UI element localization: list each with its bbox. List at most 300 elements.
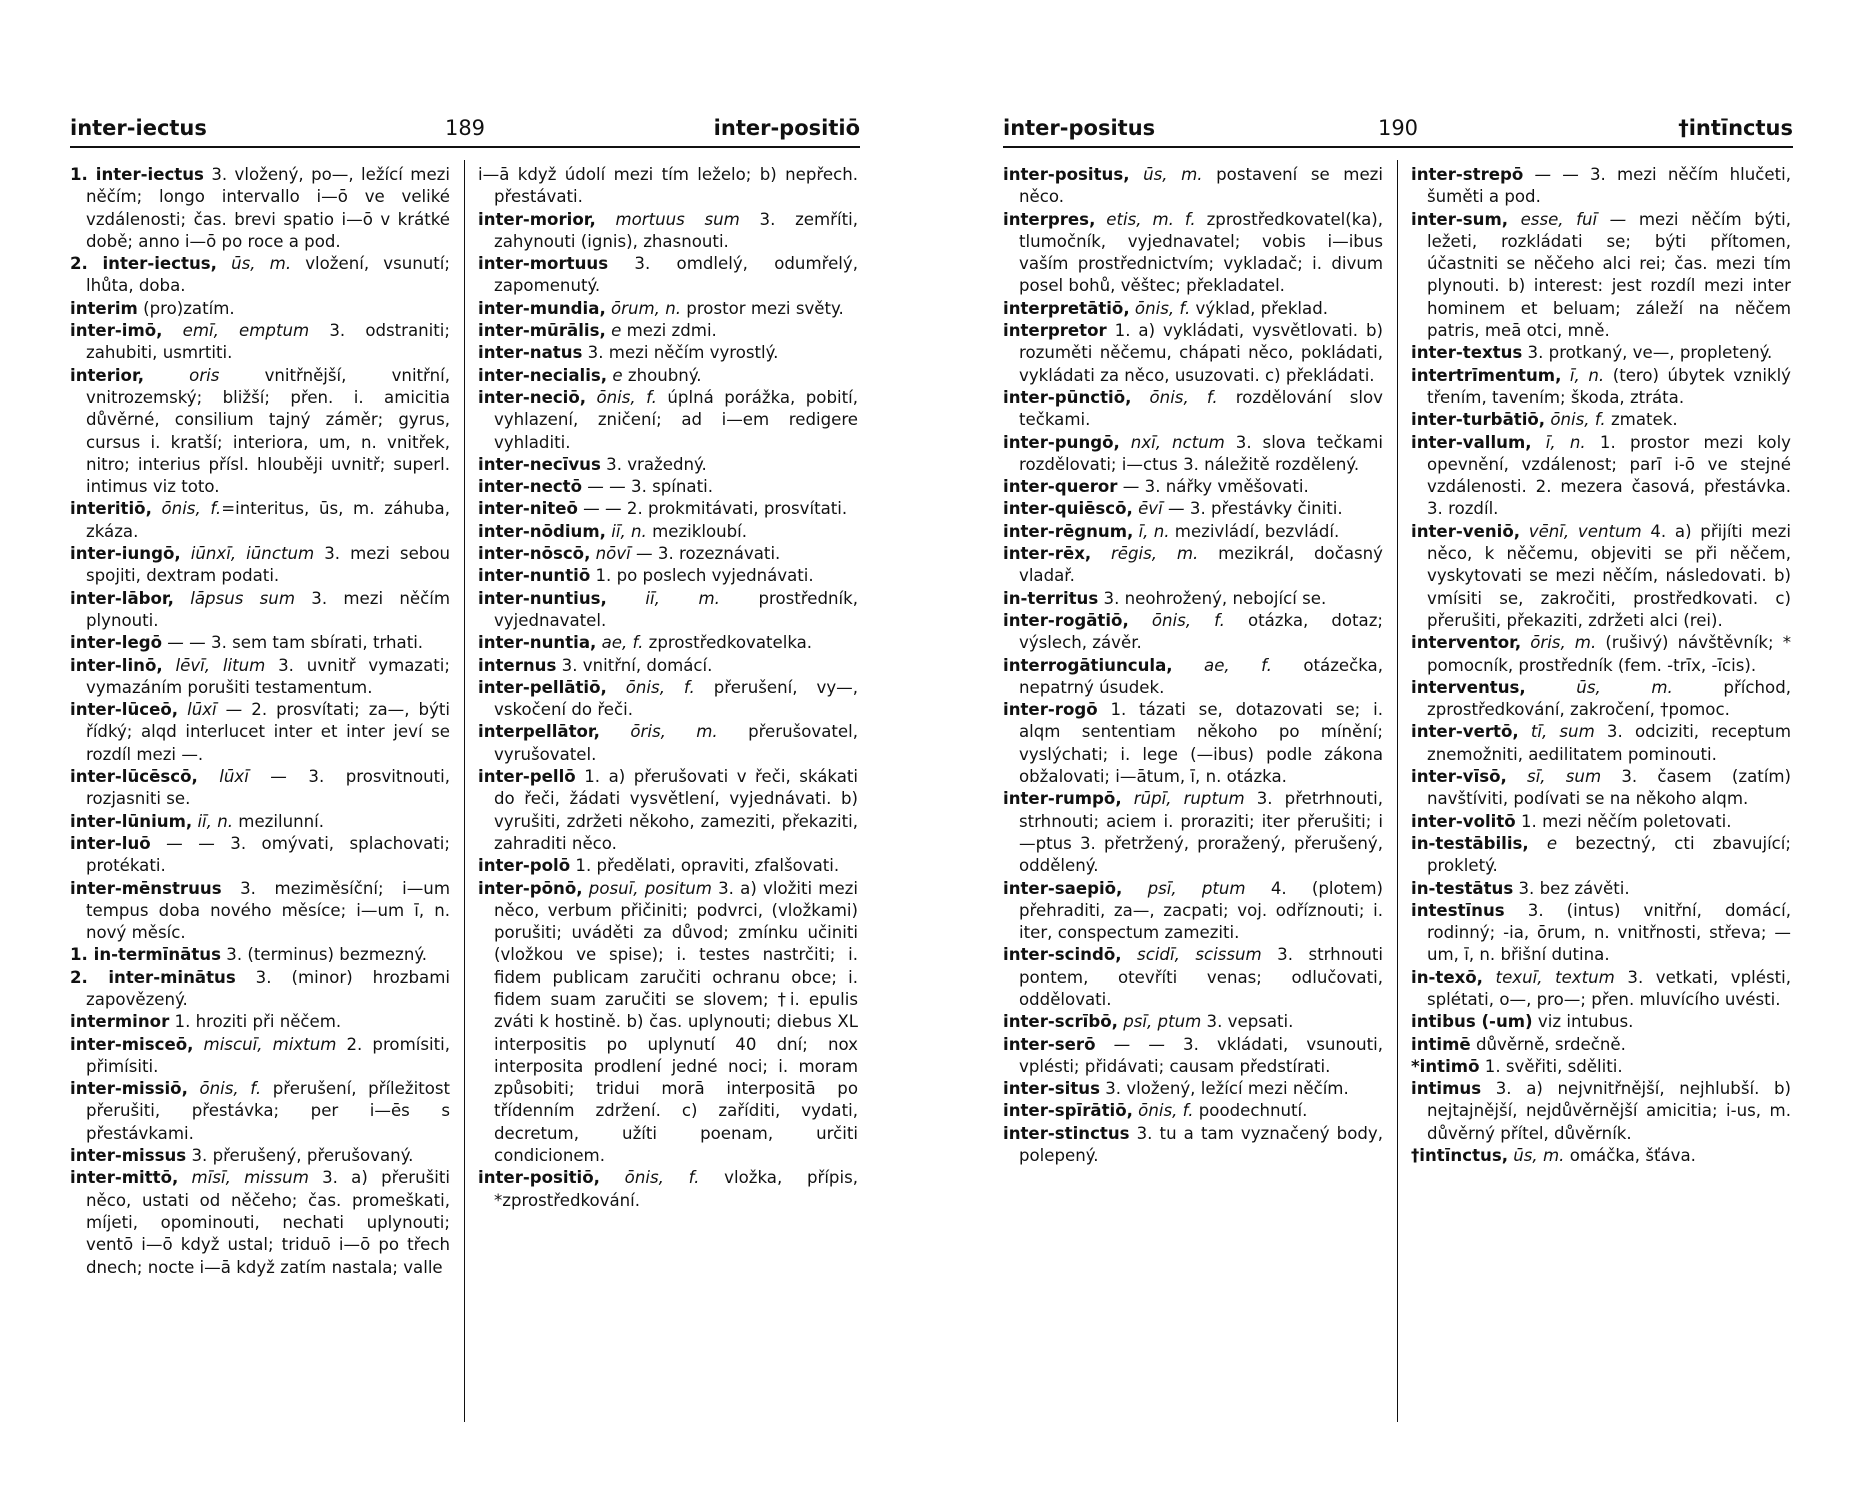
dictionary-entry [70, 967, 450, 1012]
entry-definition: 3. vražedný. [600, 454, 707, 474]
entry-grammar: ōnis, f. [1128, 610, 1225, 630]
dictionary-entry [478, 454, 858, 476]
entry-definition: 3. přetrhnouti, strhnouti; aciem i. proraziti; iter přerušiti; i—ptus 3. přetržený, proražený, přerušený, oddělený. [1019, 789, 1383, 876]
entry-headword: inter-pūnctiō, [1003, 387, 1132, 407]
entry-definition: =interitus, ūs, m. záhuba, zkáza. [86, 499, 451, 541]
page-number: 189 [444, 116, 486, 140]
entry-grammar: — — [582, 477, 626, 497]
dictionary-entry [478, 766, 858, 855]
entry-grammar: lāpsus sum [173, 588, 295, 608]
entry-headword: inter-pōnō, [478, 878, 583, 898]
dictionary-entry [1003, 432, 1383, 477]
entry-grammar: ōnis, f. [1545, 410, 1606, 430]
entry-grammar: psī, ptum [1122, 878, 1246, 898]
dictionary-entry [1003, 788, 1383, 877]
entry-definition: mezi zdmi. [621, 321, 717, 341]
entry-definition: 3. mezi něčím vyrostlý. [582, 343, 779, 363]
entry-definition: 1. tázati se, dotazovati se; i. alqm sententiam někoho po mínění; vyslýchati; i. lege (—ibus) podle zákona obžalovati; i—ātum, ī, n. otázka. [1019, 700, 1383, 787]
dictionary-entry [70, 365, 450, 499]
entry-headword: inter-mundia, [478, 298, 606, 318]
entry-definition: 1. svěřiti, sděliti. [1479, 1056, 1623, 1076]
dictionary-entry [1411, 811, 1791, 833]
entry-definition: vložení, vsunutí; lhůta, doba. [86, 254, 450, 296]
entry-definition: 1. po poslech vyjednávati. [590, 566, 814, 586]
dictionary-entry [478, 878, 858, 1168]
entry-definition: 3. nářky vměšovati. [1139, 477, 1309, 497]
dictionary-entry [478, 655, 858, 677]
entry-headword: inter-rogō [1003, 700, 1098, 720]
dictionary-entry [1003, 1123, 1383, 1168]
entry-grammar: — — [161, 633, 206, 653]
entry-grammar: ūs, m. [1508, 1146, 1565, 1166]
entry-headword: interminor [70, 1012, 170, 1032]
entry-headword: inter-pungō, [1003, 432, 1120, 452]
entry-headword: inter-niteō [478, 499, 578, 519]
dictionary-entry [1411, 632, 1791, 677]
dictionary-entry [70, 298, 450, 320]
entry-headword: inter-scrībō, [1003, 1012, 1118, 1032]
entry-definition: 2. prokmitávati, prosvítati. [621, 499, 848, 519]
header-right-guide-word: †intīnctus [1678, 116, 1793, 140]
page-header [1003, 110, 1793, 148]
entry-headword: interpres, [1003, 209, 1096, 229]
entry-grammar: ōrum, n. [605, 298, 682, 318]
entry-headword: 1. inter-iectus [70, 165, 204, 184]
entry-headword: interim [70, 298, 138, 318]
header-left-guide-word: inter-iectus [70, 116, 207, 140]
entry-headword: inter-stinctus [1003, 1123, 1130, 1143]
entry-definition: 3. neohrožený, nebojící se. [1098, 588, 1327, 608]
entry-definition: zmatek. [1605, 410, 1678, 430]
entry-definition: přerušení, vy—, vskočení do řeči. [494, 677, 859, 720]
entry-headword: inter-missiō, [70, 1079, 188, 1099]
dictionary-entry [70, 498, 450, 543]
entry-headword: interpellātor, [478, 722, 600, 742]
entry-definition: prostor mezi světy. [681, 298, 844, 318]
entry-headword: in-testātus [1411, 878, 1514, 898]
dictionary-entry [1003, 944, 1383, 1011]
dictionary-entry [478, 476, 858, 498]
entry-definition: 3. omývati, splachovati; protékati. [86, 833, 450, 876]
dictionary-entry [1411, 1145, 1791, 1167]
entry-definition: bezectný, cti zbavující; prokletý. [1427, 833, 1792, 876]
page-number: 190 [1377, 116, 1419, 140]
dictionary-entry [1003, 1034, 1383, 1079]
entry-headword: 1. in-termīnātus [70, 945, 221, 965]
dictionary-entry [70, 944, 450, 966]
entry-grammar: posuī, positum [582, 878, 712, 898]
entry-definition: mezikrál, dočasný vladař. [1019, 544, 1383, 586]
entry-definition: 2. promísiti, přimísiti. [86, 1034, 450, 1076]
dictionary-entry [70, 1145, 450, 1167]
entry-headword: in-testābilis, [1411, 833, 1529, 853]
entry-grammar: nxī, nctum [1119, 432, 1225, 452]
dictionary-entry [478, 521, 858, 543]
entry-definition: důvěrně, srdečně. [1470, 1034, 1626, 1054]
entry-definition: 2. prosvítati; za—, býti řídký; alqd interlucet inter et inter jeví se rozdíl mezi —. [86, 700, 451, 764]
entry-definition: 3. a) přerušiti něco, ustati od něčeho; čas. promeškati, míjeti, opominouti, nechati uplynouti; ventō i—ō když ustal; triduō i—ō po třech dnech; nocte i—ā když zatím nastala; valle [86, 1168, 450, 1277]
dictionary-entry [1411, 721, 1791, 766]
entry-headword: inter-pellō [478, 767, 576, 787]
entry-headword: intimē [1411, 1034, 1471, 1054]
entry-headword: inter-lūceō, [70, 700, 179, 720]
dictionary-entry [70, 878, 450, 945]
entry-headword: inter-polō [478, 856, 571, 876]
entry-grammar: — — [150, 833, 215, 853]
entry-definition: 1. a) vykládati, vysvětlovati. b) rozuměti něčemu, chápati něco, pokládati, vykládati za něco, usuzovati. c) překládati. [1019, 321, 1383, 385]
entry-headword: interior, [70, 365, 145, 385]
entry-definition: 3. časem (zatím) navštíviti, podívati se na někoho alqm. [1427, 767, 1792, 809]
dictionary-entry [478, 298, 858, 320]
entry-definition: 3. mezi něčím plynouti. [86, 588, 450, 630]
entry-definition: 3. přerušený, přerušovaný. [186, 1146, 414, 1166]
entry-headword: inter-missus [70, 1146, 187, 1166]
entry-grammar: e [607, 365, 623, 385]
entry-headword: in-texō, [1411, 967, 1483, 987]
entry-headword: inter-scindō, [1003, 945, 1122, 965]
header-left-guide-word: inter-positus [1003, 116, 1156, 140]
entry-definition: 3. vložený, po—, ležící mezi něčím; longo intervallo i—ō ve veliké vzdálenosti; čas. brevi spatio i—ō v krátké době; anno i—ō po roce a pod. [86, 165, 450, 251]
entry-grammar: psī, ptum [1117, 1012, 1202, 1032]
entry-definition: 3. vkládati, vsunouti, vplésti; přidávati; causam předstírati. [1019, 1034, 1383, 1076]
dictionary-entry [1411, 1034, 1791, 1056]
entry-grammar: mortuus sum [595, 209, 740, 229]
column-divider [464, 160, 465, 1422]
dictionary-entry [1003, 498, 1383, 520]
entry-headword: inter-vīsō, [1411, 767, 1507, 787]
entry-headword: inter-neciō, [478, 387, 587, 407]
entry-grammar: esse, fuī — [1508, 209, 1627, 229]
entry-definition: viz intubus. [1532, 1012, 1634, 1032]
entry-definition: 3. (terminus) bezmezný. [221, 945, 428, 965]
entry-headword: inter-nuntiō [478, 566, 591, 586]
entry-grammar: iī, n. [192, 811, 234, 831]
dictionary-entry [1003, 476, 1383, 498]
dictionary-entry [1003, 387, 1383, 432]
entry-grammar: iī, m. [606, 588, 720, 608]
entry-headword: inter-rēx, [1003, 544, 1092, 564]
entry-headword: inter-morior, [478, 209, 596, 229]
entry-grammar: texuī, textum [1482, 967, 1615, 987]
entry-grammar: sī, sum [1506, 767, 1602, 787]
entry-headword: inter-nōdium, [478, 521, 606, 541]
entry-grammar: ūs, m. [216, 254, 292, 274]
entry-headword: inter-legō [70, 633, 162, 653]
entry-headword: inter-linō, [70, 655, 163, 675]
dictionary-entry [478, 320, 858, 342]
entry-headword: inter-nuntius, [478, 588, 607, 608]
entry-headword: inter-vertō, [1411, 722, 1519, 742]
entry-headword: inter-vallum, [1411, 432, 1532, 452]
dictionary-entry [1411, 900, 1791, 967]
entry-grammar: ōnis, f. [1129, 298, 1191, 318]
dictionary-column [478, 164, 858, 1212]
entry-headword: inter-misceō, [70, 1034, 194, 1054]
entry-definition: 1. prostor mezi koly opevnění, vzdálenost; parī i-ō ve stejné vzdálenosti. 2. mezera časová, přestávka. 3. rozdíl. [1427, 432, 1791, 519]
entry-headword: intimus [1411, 1079, 1482, 1099]
entry-headword: inter-pellātiō, [478, 677, 607, 697]
entry-definition: 3. vložený, ležící mezi něčím. [1099, 1079, 1349, 1099]
entry-definition: mezi něčím býti, ležeti, rozkládati se; býti přítomen, účastniti se něčeho alci rei; čas. mezi tím plynouti. b) interest: jest rozdíl mezi inter hominem et beluam; záleží na něčem patris, meā otci, mně. [1427, 209, 1791, 341]
entry-headword: interrogātiuncula, [1003, 655, 1173, 675]
entry-grammar: rūpī, ruptum [1121, 789, 1245, 809]
entry-grammar: ōnis, f. [187, 1079, 262, 1099]
entry-definition: 3. vepsati. [1201, 1012, 1294, 1032]
entry-grammar: ī, n. [1531, 432, 1586, 452]
entry-definition: mezivládí, bezvládí. [1169, 521, 1340, 541]
entry-headword: interpretor [1003, 321, 1107, 341]
entry-headword: inter-mēnstruus [70, 878, 222, 898]
dictionary-entry [70, 1078, 450, 1145]
entry-grammar: ae, f. [1172, 655, 1272, 675]
entry-definition: 3. prosvitnouti, rozjasniti se. [86, 767, 451, 809]
entry-headword: inter-queror [1003, 477, 1118, 497]
dictionary-entry [1003, 588, 1383, 610]
entry-headword: 2. inter-iectus, [70, 254, 217, 274]
entry-headword: inter-mūrālis, [478, 321, 606, 341]
dictionary-column [70, 164, 450, 1279]
entry-definition: i—ā když údolí mezi tím leželo; b) nepřech. přestávati. [478, 165, 858, 207]
dictionary-entry [70, 320, 450, 365]
entry-grammar: — — [1523, 165, 1579, 184]
entry-definition: 3. rozeznávati. [652, 544, 781, 564]
entry-definition: 1. hroziti při něčem. [169, 1012, 342, 1032]
dictionary-entry [1411, 1056, 1791, 1078]
dictionary-entry [1411, 432, 1791, 521]
entry-grammar: — — [577, 499, 622, 519]
entry-definition: 3. spínati. [625, 477, 713, 497]
column-divider [1397, 160, 1398, 1422]
entry-grammar: ōris, m. [599, 722, 718, 742]
dictionary-entry [1411, 766, 1791, 811]
dictionary-entry [1411, 833, 1791, 878]
entry-headword: inter-serō [1003, 1034, 1096, 1054]
dictionary-entry [478, 164, 858, 209]
dictionary-entry [478, 253, 858, 298]
dictionary-entry [1411, 1011, 1791, 1033]
dictionary-entry [1411, 342, 1791, 364]
entry-headword: inter-volitō [1411, 811, 1516, 831]
entry-definition: 3. a) vložiti mezi něco, verbum přičiniti; podvrci, (vložkami) porušiti; uváděti za důvod; zmínku učiniti (vložkou ve spise); i. testes nastrčiti; i. fidem publicam zaručiti ochranu obce; i. fidem suam zaručiti se slovem; †i. epulis zváti k hostině. b) čas. uplynouti; diebus XL interpositis po uplynutí 40 dní; nox interposita prodlení jedné noci; i. moram způsobiti; tridui morā interpositā po třídenním zdržení. c) zaříditi, vydati, decretum, užíti poenam, určiti condicionem. [494, 878, 858, 1166]
dictionary-entry [70, 164, 450, 253]
entry-grammar: ōnis, f. [586, 387, 657, 407]
dictionary-entry [1411, 967, 1791, 1012]
entry-grammar: ōnis, f. [1131, 387, 1218, 407]
dictionary-entry [1411, 521, 1791, 632]
dictionary-entry [1411, 878, 1791, 900]
entry-definition: 1. a) přerušovati v řeči, skákati do řeči, žádati vysvětlení, vyjednávati. b) vyrušiti, zdržeti někoho, zameziti, překaziti, zahraditi něco. [494, 767, 858, 853]
entry-grammar: etis, m. f. [1095, 209, 1196, 229]
entry-grammar: oris [144, 365, 220, 385]
dictionary-column [1003, 164, 1383, 1167]
entry-definition: 3. mezi něčím hlučeti, šuměti a pod. [1427, 165, 1791, 207]
entry-definition: 3. (minor) hrozbami zapovězený. [86, 967, 450, 1009]
right-page [1003, 110, 1793, 1450]
entry-definition: 1. předělati, opraviti, zfalšovati. [570, 856, 840, 876]
entry-headword: inter-strepō [1411, 165, 1524, 184]
entry-grammar: ōnis, f. [606, 677, 695, 697]
entry-headword: inter-lūnium, [70, 811, 193, 831]
entry-grammar: rēgis, m. [1091, 544, 1199, 564]
entry-definition: příchod, zprostředkování, zakročení, †pomoc. [1427, 677, 1791, 720]
dictionary-entry [1003, 878, 1383, 945]
entry-headword: inter-luō [70, 833, 151, 853]
entry-grammar: vēnī, ventum [1520, 521, 1642, 541]
entry-grammar: e [605, 321, 622, 341]
dictionary-entry [478, 498, 858, 520]
dictionary-entry [1411, 164, 1791, 209]
entry-grammar: e [1528, 833, 1558, 853]
entry-headword: inter-positiō, [478, 1168, 600, 1188]
entry-definition: (pro)zatím. [137, 298, 235, 318]
entry-headword: interpretātiō, [1003, 298, 1130, 318]
entry-definition: 3. sem tam sbírati, trhati. [205, 633, 424, 653]
entry-headword: intertrīmentum, [1411, 365, 1562, 385]
dictionary-entry [70, 811, 450, 833]
entry-definition: (tero) úbytek vzniklý třením, tavením; škoda, ztráta. [1427, 365, 1791, 407]
dictionary-entry [478, 721, 858, 766]
dictionary-entry [1003, 298, 1383, 320]
entry-grammar: ae, f. [596, 633, 644, 653]
entry-grammar: ūs, m. [1129, 165, 1203, 184]
entry-headword: inter-necialis, [478, 365, 608, 385]
entry-definition: 3. slova tečkami rozdělovati; i—ctus 3. náležitě rozdělený. [1019, 432, 1383, 474]
entry-headword: inter-situs [1003, 1079, 1100, 1099]
entry-definition: 3. (intus) vnitřní, domácí, rodinný; -ia, ōrum, n. vnitřnosti, střeva; —um, ī, n. břišní dutina. [1427, 900, 1791, 965]
entry-grammar: ī, n. [1561, 365, 1605, 385]
dictionary-entry [478, 588, 858, 633]
entry-grammar: iī, n. [605, 521, 647, 541]
entry-headword: in-territus [1003, 588, 1099, 608]
entry-headword: interitiō, [70, 499, 152, 519]
dictionary-entry [70, 766, 450, 811]
entry-headword: inter-natus [478, 343, 583, 363]
entry-definition: 3. meziměsíční; i—um tempus doba nového měsíce; i—um ī, n. nový měsíc. [86, 878, 450, 943]
entry-headword: inter-nuntia, [478, 633, 597, 653]
dictionary-entry [1411, 677, 1791, 722]
entry-grammar: ōris, m. [1521, 633, 1597, 653]
dictionary-entry [478, 565, 858, 587]
entry-definition: 3. mezi sebou spojiti, dextram podati. [86, 544, 450, 586]
entry-grammar: nōvī — [590, 544, 653, 564]
entry-grammar: lūxī — [178, 700, 243, 720]
dictionary-entry [70, 1167, 450, 1278]
entry-definition: 3. a) nejvnitřnější, nejhlubší. b) nejtajnější, nejdůvěrnější amicitia; i-us, m. důvěrný přítel, důvěrník. [1427, 1079, 1791, 1143]
entry-headword: inter-rogātiō, [1003, 610, 1129, 630]
dictionary-entry [1003, 543, 1383, 588]
entry-definition: 4. (plotem) přehraditi, za—, zacpati; voj. odříznouti; i. iter, conspectum zameziti. [1019, 878, 1383, 943]
entry-headword: inter-iungō, [70, 544, 181, 564]
entry-headword: internus [478, 655, 557, 675]
entry-headword: inter-quiēscō, [1003, 499, 1133, 519]
entry-grammar: ī, n. [1133, 521, 1170, 541]
entry-headword: †intīnctus, [1411, 1146, 1508, 1166]
entry-grammar: lūxī — [197, 767, 287, 787]
entry-definition: omáčka, šťáva. [1564, 1146, 1696, 1166]
dictionary-entry [1003, 610, 1383, 655]
entry-headword: inter-nectō [478, 477, 582, 497]
dictionary-entry [1411, 209, 1791, 343]
dictionary-entry [1003, 164, 1383, 209]
dictionary-entry [478, 632, 858, 654]
entry-headword: inter-rēgnum, [1003, 521, 1134, 541]
dictionary-entry [478, 677, 858, 722]
entry-definition: 3. odstraniti; zahubiti, usmrtiti. [86, 321, 450, 363]
entry-grammar: miscuī, mixtum [193, 1034, 337, 1054]
dictionary-entry [1411, 409, 1791, 431]
dictionary-entry [478, 365, 858, 387]
entry-grammar: ēvī — [1132, 499, 1185, 519]
entry-headword: inter-necīvus [478, 454, 601, 474]
dictionary-entry [70, 543, 450, 588]
dictionary-entry [1003, 1078, 1383, 1100]
entry-grammar: — — [1095, 1034, 1165, 1054]
dictionary-entry [1003, 699, 1383, 788]
entry-definition: zprostředkovatel(ka), tlumočník, vyjednavatel; vobis i—ibus vaším prostřednictvím; vykladač; i. divum posel bohů, věštec; překladatel. [1019, 209, 1383, 296]
entry-headword: inter-sum, [1411, 209, 1509, 229]
entry-grammar: ūs, m. [1525, 677, 1673, 697]
entry-grammar: emī, emptum [162, 321, 310, 341]
entry-definition: výklad, překlad. [1190, 298, 1329, 318]
dictionary-entry [70, 1011, 450, 1033]
entry-headword: interventor, [1411, 633, 1522, 653]
entry-headword: 2. inter-minātus [70, 967, 236, 987]
entry-definition: mezikloubí. [646, 521, 748, 541]
entry-headword: *intimō [1411, 1056, 1480, 1076]
entry-definition: mezilunní. [233, 811, 325, 831]
entry-headword: inter-turbātiō, [1411, 410, 1546, 430]
dictionary-entry [1003, 209, 1383, 298]
entry-headword: intibus (-um) [1411, 1012, 1533, 1032]
dictionary-entry [70, 632, 450, 654]
entry-definition: (rušivý) návštěvník; * pomocník, prostředník (fem. -trīx, -īcis). [1427, 633, 1791, 675]
entry-headword: inter-saepiō, [1003, 878, 1123, 898]
entry-definition: přerušovatel, vyrušovatel. [494, 722, 858, 764]
dictionary-entry [478, 387, 858, 454]
dictionary-entry [70, 253, 450, 298]
entry-definition: 3. vetkati, vplésti, splétati, o—, pro—; přen. mluvícího uvésti. [1427, 967, 1791, 1009]
entry-definition: 3. strhnouti pontem, otevříti venas; odlučovati, oddělovati. [1019, 945, 1383, 1009]
dictionary-entry [478, 855, 858, 877]
entry-headword: inter-positus, [1003, 165, 1130, 184]
dictionary-entry [478, 342, 858, 364]
entry-definition: prostředník, vyjednavatel. [494, 588, 859, 630]
entry-definition: poodechnutí. [1193, 1101, 1308, 1121]
dictionary-entry [1003, 1100, 1383, 1122]
entry-grammar: ōnis, f. [1132, 1101, 1194, 1121]
entry-grammar: iūnxī, iūnctum [180, 544, 315, 564]
dictionary-entry [1003, 655, 1383, 700]
entry-grammar: scidī, scissum [1121, 945, 1262, 965]
entry-grammar: tī, sum [1518, 722, 1595, 742]
entry-headword: inter-mortuus [478, 254, 609, 274]
dictionary-entry [1003, 521, 1383, 543]
dictionary-entry [70, 833, 450, 878]
dictionary-column [1411, 164, 1791, 1167]
entry-headword: inter-rumpō, [1003, 789, 1122, 809]
entry-grammar: mīsī, missum [178, 1168, 309, 1188]
entry-headword: intestīnus [1411, 900, 1505, 920]
dictionary-entry [70, 655, 450, 700]
entry-headword: inter-nōscō, [478, 544, 591, 564]
entry-definition: přerušení, příležitost přerušiti, přestávka; per i—ēs s přestávkami. [86, 1079, 451, 1143]
entry-definition: 3. uvnitř vymazati; vymazáním porušiti testamentum. [86, 655, 450, 697]
entry-headword: inter-textus [1411, 343, 1523, 363]
entry-headword: inter-lūcēscō, [70, 767, 198, 787]
entry-definition: zhoubný. [622, 365, 702, 385]
entry-grammar: lēvī, litum [162, 655, 266, 675]
left-page [70, 110, 860, 1450]
